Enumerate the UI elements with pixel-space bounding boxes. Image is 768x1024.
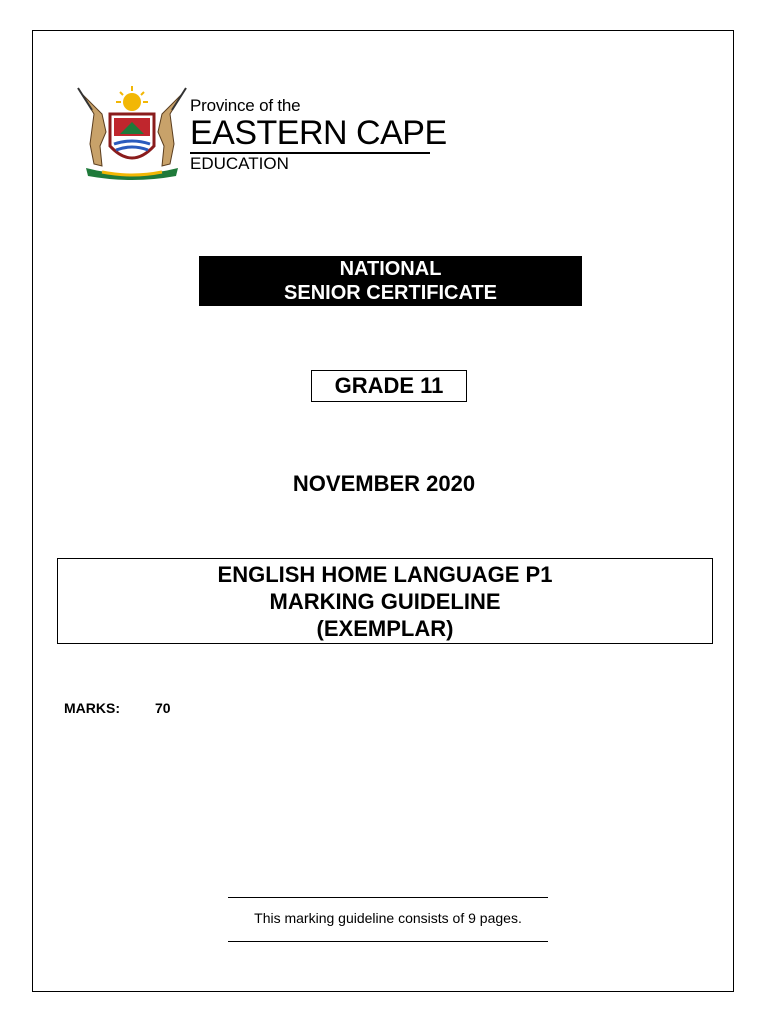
province-name: EASTERN CAPE: [190, 114, 447, 152]
grade-label: GRADE 11: [311, 370, 467, 402]
marks-value: 70: [155, 700, 171, 716]
subject-box: [57, 558, 713, 644]
province-label: Province of the: [190, 96, 301, 115]
subject-title: ENGLISH HOME LANGUAGE P1: [217, 561, 553, 587]
coat-of-arms-icon: [72, 84, 192, 184]
department-logo-text: [190, 96, 447, 174]
document-variant: (EXEMPLAR): [316, 615, 454, 641]
certificate-banner: [199, 256, 582, 306]
marks-row: [64, 700, 171, 716]
footer-rule-bottom: [228, 941, 548, 942]
footer-rule-top: [228, 897, 548, 898]
page-count-note: This marking guideline consists of 9 pages.: [254, 910, 522, 926]
certificate-line-1: NATIONAL: [339, 258, 442, 280]
marks-label: MARKS:: [64, 700, 120, 716]
department-name: EDUCATION: [190, 154, 289, 173]
exam-date: NOVEMBER 2020: [292, 471, 476, 496]
certificate-line-2: SENIOR CERTIFICATE: [284, 282, 497, 304]
document-type: MARKING GUIDELINE: [269, 588, 501, 614]
